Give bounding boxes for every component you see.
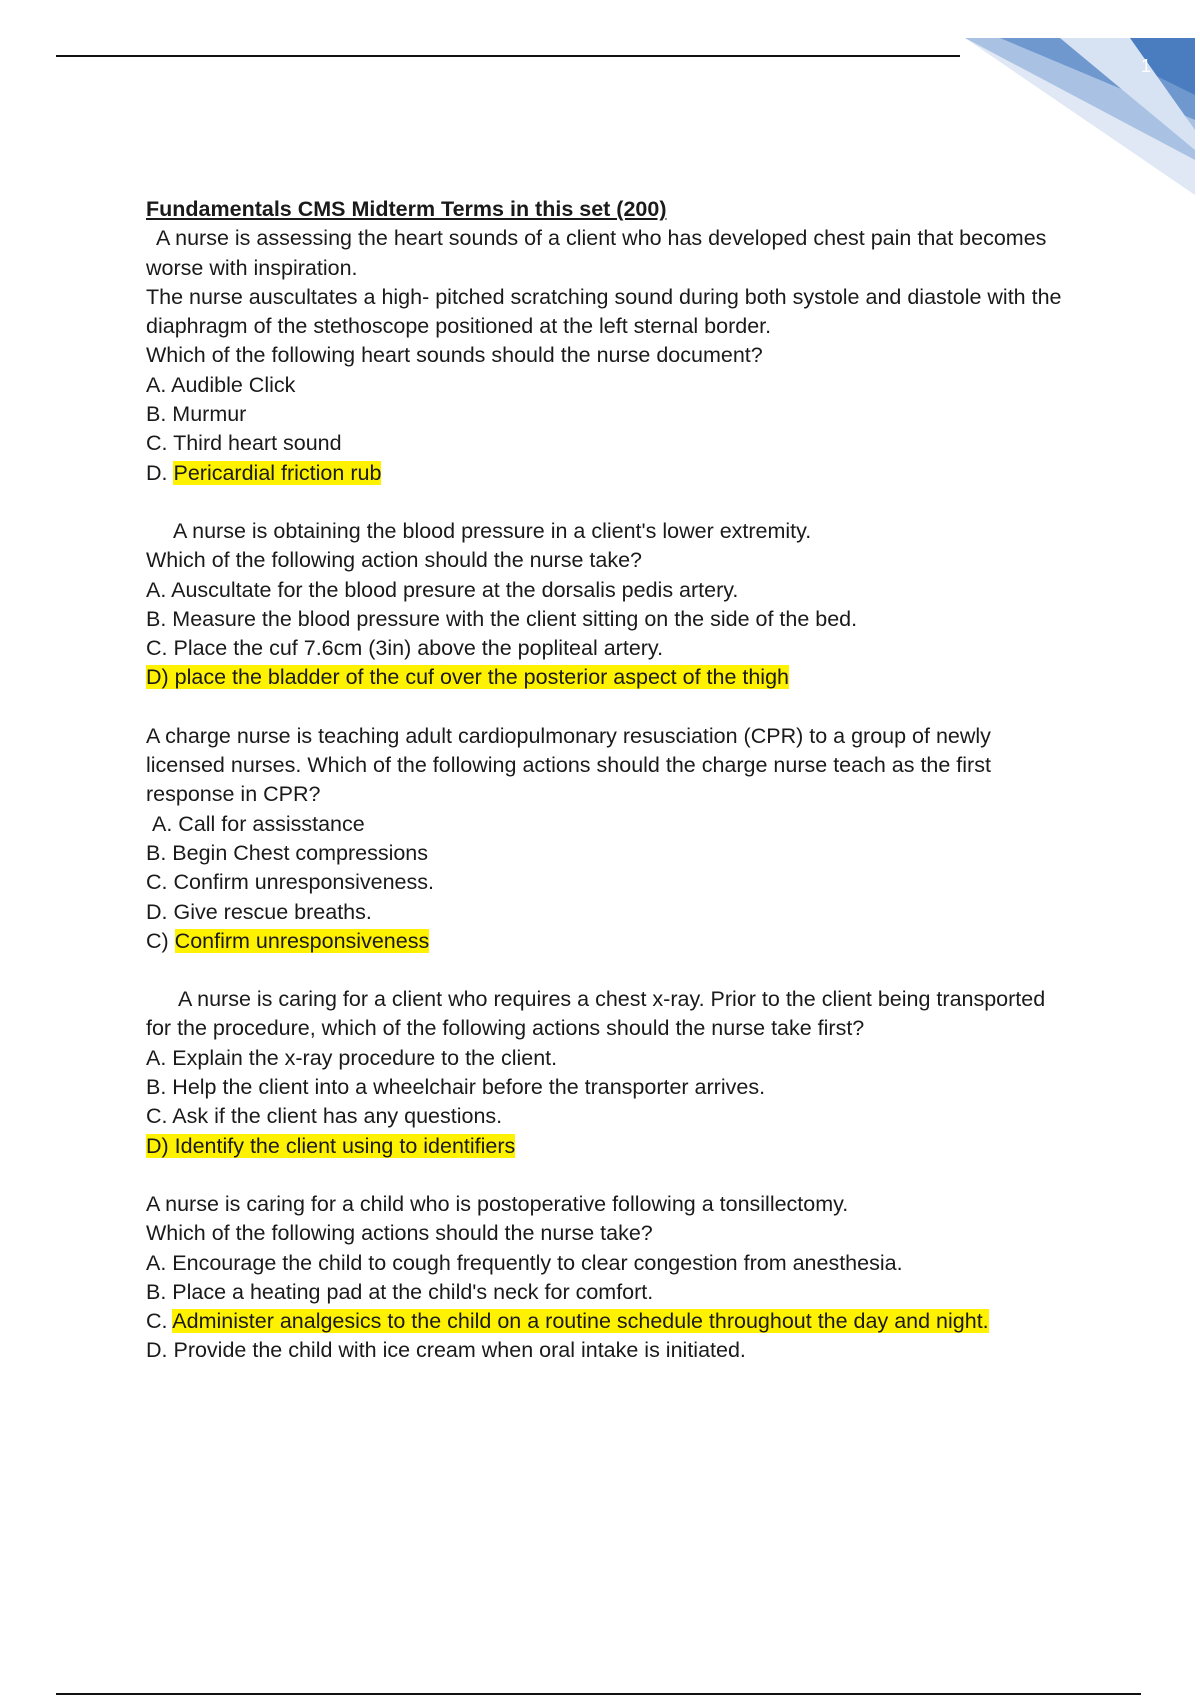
highlighted-answer: D) Identify the client using to identifiers [146, 1133, 516, 1158]
question-stem-line: A charge nurse is teaching adult cardiopulmonary resusciation (CPR) to a group of newly [146, 723, 991, 748]
answer-option: A. Audible Click [146, 372, 296, 397]
answer-option: B. Measure the blood pressure with the client sitting on the side of the bed. [146, 606, 858, 631]
answer-option: B. Murmur [146, 402, 247, 427]
question-stem-line: A nurse is caring for a client who requires a chest x-ray. Prior to the client being transported [178, 987, 1046, 1012]
highlighted-answer: D) place the bladder of the cuf over the posterior aspect of the thigh [146, 665, 789, 690]
question-stem-line: response in CPR? [146, 782, 321, 807]
correct-answer [146, 927, 1096, 956]
question-stem-line: The nurse auscultates a high- pitched scratching sound during both systole and diastole with the [146, 284, 1062, 309]
answer-option: A. Encourage the child to cough frequently to clear congestion from anesthesia. [146, 1250, 903, 1275]
question-stem-line: licensed nurses. Which of the following actions should the charge nurse teach as the first [146, 753, 991, 778]
document-title: Fundamentals CMS Midterm Terms in this set (200) [146, 197, 667, 221]
answer-option: B. Begin Chest compressions [146, 840, 429, 865]
question-stem-line: Which of the following actions should the nurse take? [146, 1221, 653, 1246]
question-stem-line: diaphragm of the stethoscope positioned at the left sternal border. [146, 314, 772, 339]
question-1 [146, 224, 1096, 488]
correct-answer [146, 459, 1096, 488]
corner-decoration [960, 0, 1200, 200]
question-5 [146, 1190, 1096, 1366]
highlighted-answer: Confirm unresponsiveness [174, 928, 430, 953]
answer-prefix: D. [146, 460, 174, 485]
document-body [146, 195, 1096, 1395]
question-stem-line: A nurse is assessing the heart sounds of a client who has developed chest pain that becomes [156, 226, 1047, 251]
header-rule [56, 55, 960, 57]
answer-prefix: C) [146, 928, 175, 953]
correct-answer [146, 1307, 1096, 1336]
question-4 [146, 985, 1096, 1161]
question-stem-line: for the procedure, which of the following actions should the nurse take first? [146, 1016, 865, 1041]
answer-option: B. Place a heating pad at the child's neck for comfort. [146, 1279, 654, 1304]
correct-answer [146, 663, 1096, 692]
highlighted-answer: Administer analgesics to the child on a routine schedule throughout the day and night. [172, 1309, 989, 1334]
answer-option: C. Third heart sound [146, 431, 342, 456]
question-stem-line: worse with inspiration. [146, 255, 358, 280]
answer-option: C. Place the cuf 7.6cm (3in) above the popliteal artery. [146, 636, 664, 661]
answer-prefix: C. [146, 1309, 173, 1334]
footer-rule [56, 1693, 1141, 1695]
answer-option: A. Call for assisstance [152, 811, 365, 836]
answer-option: B. Help the client into a wheelchair before the transporter arrives. [146, 1075, 766, 1100]
answer-option: D. Provide the child with ice cream when oral intake is initiated. [146, 1338, 746, 1363]
question-stem-line: Which of the following heart sounds should the nurse document? [146, 343, 763, 368]
question-stem-line: A nurse is obtaining the blood pressure in a client's lower extremity. [173, 518, 812, 543]
question-3 [146, 722, 1096, 956]
answer-option: A. Explain the x-ray procedure to the client. [146, 1045, 558, 1070]
answer-option: A. Auscultate for the blood presure at the dorsalis pedis artery. [146, 577, 739, 602]
question-stem-line: Which of the following action should the nurse take? [146, 548, 642, 573]
question-stem-line: A nurse is caring for a child who is postoperative following a tonsillectomy. [146, 1191, 849, 1216]
answer-option: C. Confirm unresponsiveness. [146, 870, 434, 895]
question-2 [146, 517, 1096, 693]
correct-answer [146, 1132, 1096, 1161]
highlighted-answer: Pericardial friction rub [173, 460, 382, 485]
answer-option: C. Ask if the client has any questions. [146, 1104, 503, 1129]
page-number: 1 [1140, 56, 1151, 76]
answer-option: D. Give rescue breaths. [146, 899, 372, 924]
